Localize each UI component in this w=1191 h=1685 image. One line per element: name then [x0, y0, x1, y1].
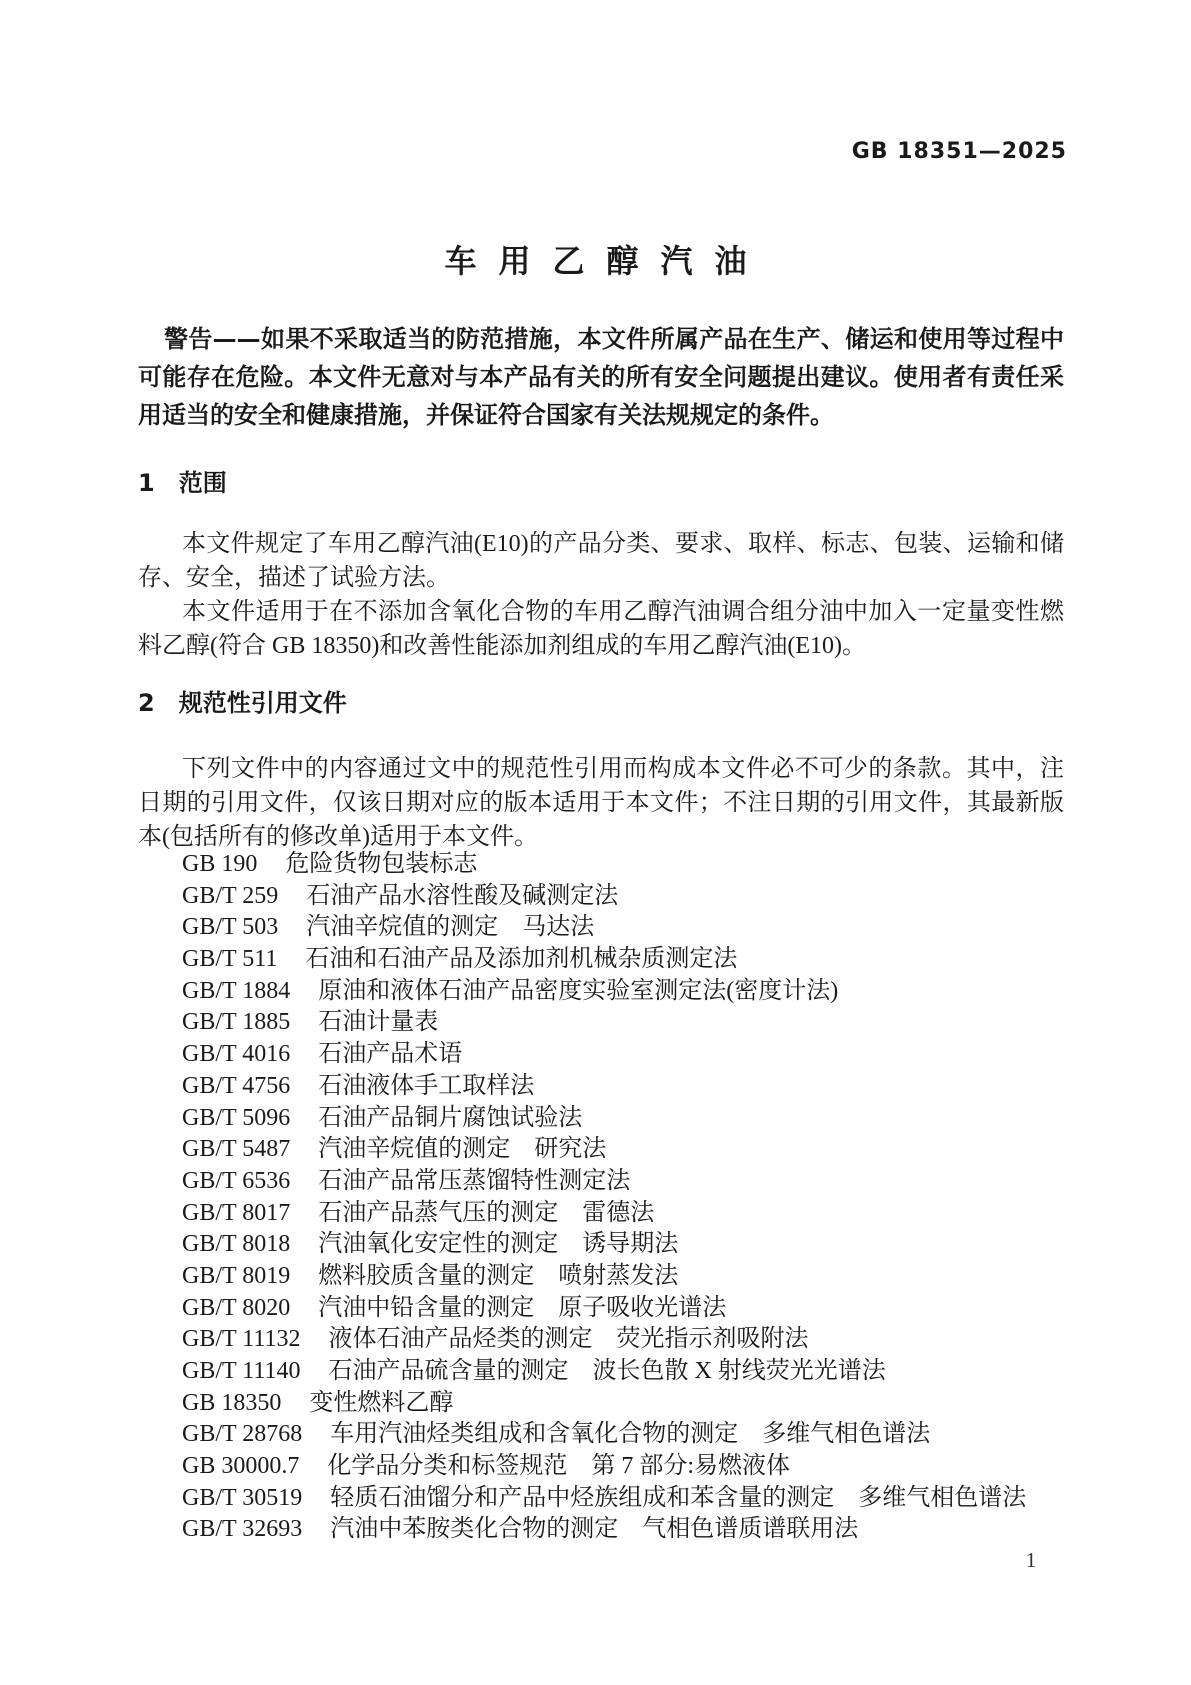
reference-item	[182, 1134, 1064, 1166]
reference-title: 汽油中苯胺类化合物的测定 气相色谱质谱联用法	[330, 1516, 859, 1543]
reference-title: 化学品分类和标签规范 第 7 部分:易燃液体	[327, 1453, 791, 1480]
reference-title: 石油产品蒸气压的测定 雷德法	[318, 1199, 655, 1226]
reference-code: GB/T 32693	[182, 1516, 303, 1543]
reference-title: 变性燃料乙醇	[309, 1389, 454, 1416]
reference-item	[182, 1483, 1064, 1515]
reference-title: 汽油氧化安定性的测定 诱导期法	[318, 1231, 679, 1258]
reference-title: 轻质石油馏分和产品中烃族组成和苯含量的测定 多维气相色谱法	[330, 1484, 1027, 1511]
reference-code: GB/T 5096	[182, 1104, 291, 1131]
reference-title: 车用汽油烃类组成和含氧化合物的测定 多维气相色谱法	[330, 1421, 931, 1448]
reference-title: 石油产品铜片腐蚀试验法	[318, 1104, 583, 1131]
reference-item	[182, 1293, 1064, 1325]
reference-code: GB/T 8019	[182, 1262, 291, 1289]
reference-code: GB/T 11140	[182, 1358, 301, 1384]
reference-code: GB/T 259	[182, 882, 279, 909]
normative-references-list	[182, 849, 1064, 1546]
reference-code: GB/T 8017	[182, 1199, 291, 1226]
reference-title: 汽油中铅含量的测定 原子吸收光谱法	[318, 1294, 727, 1321]
reference-item	[182, 976, 1064, 1008]
reference-title: 液体石油产品烃类的测定 荧光指示剂吸附法	[328, 1326, 809, 1353]
reference-item	[182, 912, 1064, 944]
reference-code: GB 190	[182, 851, 258, 877]
reference-code: GB/T 5487	[182, 1136, 291, 1163]
standard-code: GB 18351—2025	[851, 139, 1067, 164]
reference-code: GB/T 511	[182, 946, 278, 973]
reference-code: GB 18350	[182, 1389, 282, 1416]
reference-code: GB/T 1884	[182, 977, 291, 1004]
reference-code: GB/T 4756	[182, 1072, 291, 1099]
reference-title: 危险货物包装标志	[285, 851, 478, 877]
section-2-heading	[138, 690, 347, 716]
reference-code: GB/T 1885	[182, 1009, 291, 1036]
reference-item	[182, 1451, 1064, 1483]
reference-title: 石油产品水溶性酸及碱测定法	[306, 882, 619, 909]
reference-code: GB/T 503	[182, 914, 279, 941]
section-1-body	[138, 527, 1064, 663]
reference-title: 石油和石油产品及添加剂机械杂质测定法	[305, 946, 738, 973]
clause-paragraph: 本文件适用于在不添加含氧化合物的车用乙醇汽油调合组分油中加入一定量变性燃料乙醇(符合 GB 18350)和改善性能添加剂组成的车用乙醇汽油(E10)。	[138, 599, 1064, 659]
reference-title: 石油产品术语	[318, 1041, 463, 1068]
section-1-title: 范围	[178, 469, 227, 497]
reference-title: 燃料胶质含量的测定 喷射蒸发法	[318, 1262, 679, 1289]
reference-item	[182, 1103, 1064, 1135]
reference-item	[182, 1007, 1064, 1039]
reference-item	[182, 1388, 1064, 1420]
section-2-body	[138, 752, 1064, 854]
reference-item	[182, 1039, 1064, 1071]
clause-paragraph: 本文件规定了车用乙醇汽油(E10)的产品分类、要求、取样、标志、包装、运输和储存、安全，描述了试验方法。	[138, 531, 1064, 591]
reference-title: 汽油辛烷值的测定 马达法	[306, 914, 595, 941]
reference-item	[182, 1261, 1064, 1293]
reference-item	[182, 1198, 1064, 1230]
reference-title: 石油计量表	[318, 1009, 439, 1036]
reference-code: GB/T 30519	[182, 1484, 303, 1511]
section-1-number: 1	[138, 469, 155, 497]
reference-code: GB/T 11132	[182, 1326, 301, 1353]
reference-item	[182, 881, 1064, 913]
reference-code: GB/T 6536	[182, 1167, 291, 1194]
reference-code: GB/T 28768	[182, 1421, 303, 1448]
section-1-heading	[138, 470, 227, 496]
reference-code: GB/T 8020	[182, 1294, 291, 1321]
reference-code: GB/T 8018	[182, 1231, 291, 1258]
reference-title: 汽油辛烷值的测定 研究法	[318, 1136, 607, 1163]
reference-item	[182, 944, 1064, 976]
page-number: 1	[1025, 1548, 1037, 1572]
clause-paragraph: 下列文件中的内容通过文中的规范性引用而构成本文件必不可少的条款。其中，注日期的引用文件，仅该日期对应的版本适用于本文件；不注日期的引用文件，其最新版本(包括所有的修改单)适用于本文件。	[138, 756, 1064, 850]
reference-item	[182, 1356, 1064, 1388]
document-title: 车用乙醇汽油	[444, 242, 769, 280]
section-2-title: 规范性引用文件	[178, 689, 347, 717]
reference-item	[182, 1324, 1064, 1356]
reference-title: 石油产品硫含量的测定 波长色散 X 射线荧光光谱法	[328, 1358, 886, 1384]
reference-item	[182, 1514, 1064, 1546]
warning-paragraph: 警告——如果不采取适当的防范措施，本文件所属产品在生产、储运和使用等过程中可能存在危险。本文件无意对与本产品有关的所有安全问题提出建议。使用者有责任采用适当的安全和健康措施，并保证符合国家有关法规规定的条件。	[138, 325, 1064, 429]
reference-item	[182, 849, 1064, 881]
reference-title: 石油产品常压蒸馏特性测定法	[318, 1167, 631, 1194]
reference-item	[182, 1166, 1064, 1198]
reference-title: 原油和液体石油产品密度实验室测定法(密度计法)	[318, 977, 839, 1004]
reference-title: 石油液体手工取样法	[318, 1072, 535, 1099]
reference-item	[182, 1071, 1064, 1103]
reference-code: GB/T 4016	[182, 1041, 291, 1068]
reference-code: GB 30000.7	[182, 1453, 300, 1480]
reference-item	[182, 1229, 1064, 1261]
section-2-number: 2	[138, 689, 155, 717]
reference-item	[182, 1419, 1064, 1451]
